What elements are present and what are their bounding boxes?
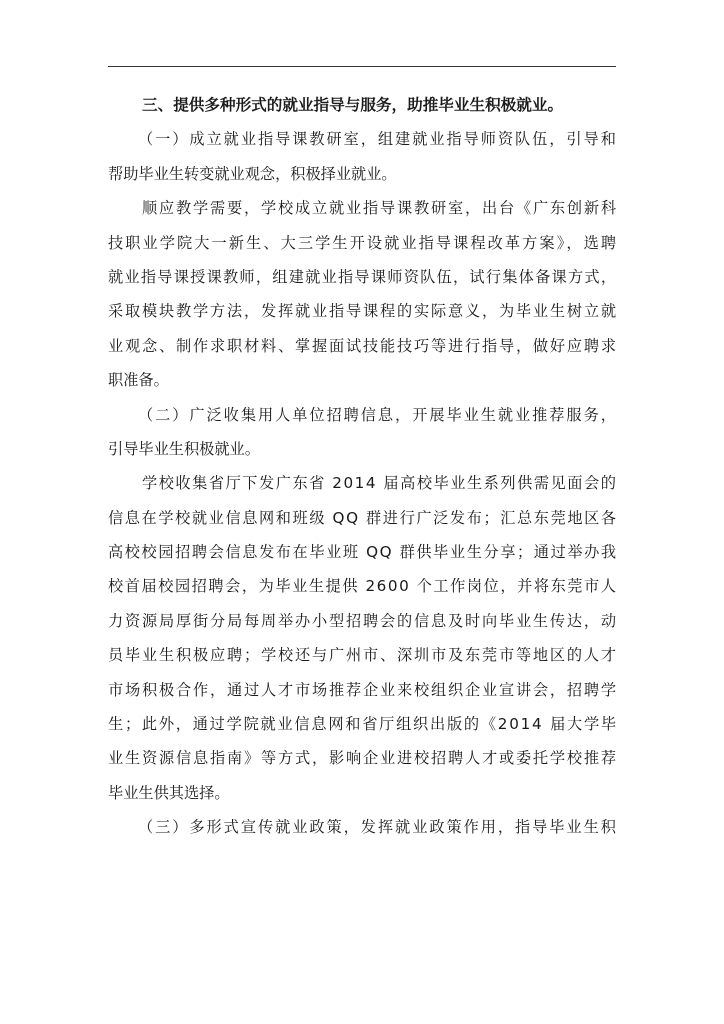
text-line: 引导毕业生积极就业。 <box>108 439 260 458</box>
text-line: 采取模块教学方法，发挥就业指导课程的实际意义，为毕业生树立就 <box>108 302 618 321</box>
text-line: 顺应教学需要，学校成立就业指导课教研室，出台《广东创新科 <box>142 199 618 218</box>
text-line: 帮助毕业生转变就业观念，积极择业就业。 <box>108 164 397 183</box>
text-line: （一）成立就业指导课教研室，组建就业指导师资队伍，引导和 <box>138 130 618 149</box>
text-line: （三）多形式宣传就业政策，发挥就业政策作用，指导毕业生积 <box>138 818 618 837</box>
text-line: 学校收集省厅下发广东省 2014 届高校毕业生系列供需见面会的 <box>142 474 618 493</box>
text-line: 力资源局厚街分局每周举办小型招聘会的信息及时向毕业生传达，动 <box>108 611 618 630</box>
text-line: 职准备。 <box>108 371 169 390</box>
text-line: 业生资源信息指南》等方式，影响企业进校招聘人才或委托学校推荐 <box>108 749 618 768</box>
text-line: 校首届校园招聘会，为毕业生提供 2600 个工作岗位，并将东莞市人 <box>108 577 618 596</box>
text-line: 市场积极合作，通过人才市场推荐企业来校组织企业宣讲会，招聘学 <box>108 680 618 699</box>
text-line: 信息在学校就业信息网和班级 QQ 群进行广泛发布；汇总东莞地区各 <box>108 508 618 527</box>
text-line: 技职业学院大一新生、大三学生开设就业指导课程改革方案》，选聘 <box>108 233 619 252</box>
text-line: 高校校园招聘会信息发布在毕业班 QQ 群供毕业生分享；通过举办我 <box>108 543 618 562</box>
text-line: 生；此外，通过学院就业信息网和省厅组织出版的《2014 届大学毕 <box>108 715 618 734</box>
document-body <box>108 88 618 845</box>
text-line: 员毕业生积极应聘；学校还与广州市、深圳市及东莞市等地区的人才 <box>108 646 618 665</box>
text-line: 毕业生供其选择。 <box>108 783 230 802</box>
header-rule <box>108 66 616 67</box>
text-line: 业观念、制作求职材料、掌握面试技能技巧等进行指导，做好应聘求 <box>108 336 618 355</box>
text-line: （二）广泛收集用人单位招聘信息，开展毕业生就业推荐服务， <box>138 405 618 424</box>
text-line: 就业指导课授课教师，组建就业指导课师资队伍，试行集体备课方式， <box>108 267 618 286</box>
section-heading: 三、提供多种形式的就业指导与服务，助推毕业生积极就业。 <box>142 96 564 114</box>
